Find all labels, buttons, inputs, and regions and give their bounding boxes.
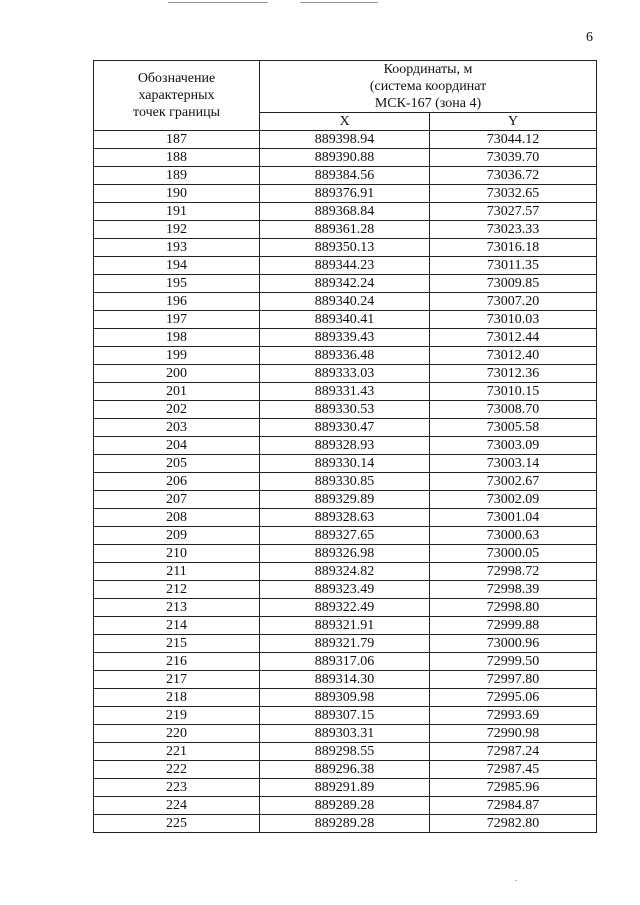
cell-point: 218 — [94, 689, 260, 707]
cell-x: 889328.63 — [260, 509, 430, 527]
cell-y: 73007.20 — [430, 293, 597, 311]
cell-point: 225 — [94, 815, 260, 833]
header-y: Y — [430, 113, 597, 131]
cell-point: 191 — [94, 203, 260, 221]
top-rule-right — [300, 2, 378, 3]
cell-y: 72999.88 — [430, 617, 597, 635]
cell-point: 189 — [94, 167, 260, 185]
cell-x: 889330.85 — [260, 473, 430, 491]
cell-x: 889361.28 — [260, 221, 430, 239]
table-row — [94, 635, 597, 653]
cell-x: 889340.41 — [260, 311, 430, 329]
table-row — [94, 149, 597, 167]
cell-x: 889298.55 — [260, 743, 430, 761]
cell-point: 200 — [94, 365, 260, 383]
cell-point: 199 — [94, 347, 260, 365]
cell-x: 889289.28 — [260, 797, 430, 815]
cell-point: 205 — [94, 455, 260, 473]
cell-y: 73012.40 — [430, 347, 597, 365]
cell-y: 73001.04 — [430, 509, 597, 527]
table-row — [94, 617, 597, 635]
cell-y: 73002.67 — [430, 473, 597, 491]
scan-speck — [515, 880, 517, 881]
cell-x: 889327.65 — [260, 527, 430, 545]
header-coords-line-3: МСК-167 (зона 4) — [374, 96, 482, 111]
cell-x: 889321.91 — [260, 617, 430, 635]
cell-x: 889309.98 — [260, 689, 430, 707]
cell-point: 204 — [94, 437, 260, 455]
table-row — [94, 473, 597, 491]
cell-y: 73032.65 — [430, 185, 597, 203]
cell-x: 889333.03 — [260, 365, 430, 383]
cell-point: 213 — [94, 599, 260, 617]
cell-point: 197 — [94, 311, 260, 329]
table-row — [94, 365, 597, 383]
cell-y: 73000.63 — [430, 527, 597, 545]
cell-x: 889339.43 — [260, 329, 430, 347]
cell-y: 73000.05 — [430, 545, 597, 563]
cell-x: 889321.79 — [260, 635, 430, 653]
table-row — [94, 545, 597, 563]
cell-y: 72985.96 — [430, 779, 597, 797]
cell-point: 207 — [94, 491, 260, 509]
cell-point: 192 — [94, 221, 260, 239]
coordinates-table — [93, 60, 597, 833]
cell-point: 209 — [94, 527, 260, 545]
cell-x: 889384.56 — [260, 167, 430, 185]
cell-point: 220 — [94, 725, 260, 743]
cell-point: 221 — [94, 743, 260, 761]
cell-x: 889390.88 — [260, 149, 430, 167]
cell-point: 208 — [94, 509, 260, 527]
table-row — [94, 275, 597, 293]
cell-x: 889330.47 — [260, 419, 430, 437]
cell-y: 72997.80 — [430, 671, 597, 689]
cell-point: 223 — [94, 779, 260, 797]
header-coords-line-1: Координаты, м — [383, 62, 473, 77]
table-row — [94, 185, 597, 203]
cell-y: 73012.44 — [430, 329, 597, 347]
cell-x: 889291.89 — [260, 779, 430, 797]
cell-y: 72984.87 — [430, 797, 597, 815]
cell-y: 72993.69 — [430, 707, 597, 725]
header-x: X — [260, 113, 430, 131]
table-row — [94, 167, 597, 185]
cell-y: 73008.70 — [430, 401, 597, 419]
table-row — [94, 491, 597, 509]
cell-x: 889326.98 — [260, 545, 430, 563]
header-point-line-2: характерных — [138, 88, 215, 103]
table-row — [94, 221, 597, 239]
table-row — [94, 509, 597, 527]
cell-y: 72999.50 — [430, 653, 597, 671]
cell-point: 187 — [94, 131, 260, 149]
cell-point: 198 — [94, 329, 260, 347]
table-row — [94, 203, 597, 221]
cell-point: 206 — [94, 473, 260, 491]
table-row — [94, 797, 597, 815]
cell-x: 889398.94 — [260, 131, 430, 149]
cell-x: 889307.15 — [260, 707, 430, 725]
cell-point: 215 — [94, 635, 260, 653]
table-row — [94, 761, 597, 779]
cell-x: 889324.82 — [260, 563, 430, 581]
cell-point: 212 — [94, 581, 260, 599]
header-coords-line-2: (система координат — [369, 79, 487, 94]
cell-x: 889342.24 — [260, 275, 430, 293]
cell-y: 73027.57 — [430, 203, 597, 221]
table-row — [94, 815, 597, 833]
cell-x: 889368.84 — [260, 203, 430, 221]
table-row — [94, 383, 597, 401]
header-coordinates — [260, 61, 597, 113]
cell-y: 73044.12 — [430, 131, 597, 149]
table-row — [94, 653, 597, 671]
table-row — [94, 419, 597, 437]
cell-x: 889328.93 — [260, 437, 430, 455]
cell-x: 889336.48 — [260, 347, 430, 365]
cell-point: 216 — [94, 653, 260, 671]
cell-x: 889314.30 — [260, 671, 430, 689]
table-row — [94, 257, 597, 275]
table-row — [94, 131, 597, 149]
cell-point: 188 — [94, 149, 260, 167]
table-row — [94, 689, 597, 707]
table-row — [94, 563, 597, 581]
cell-x: 889330.53 — [260, 401, 430, 419]
table-row — [94, 329, 597, 347]
cell-y: 73023.33 — [430, 221, 597, 239]
header-point-designation — [94, 61, 260, 131]
cell-y: 73036.72 — [430, 167, 597, 185]
cell-point: 224 — [94, 797, 260, 815]
cell-y: 73000.96 — [430, 635, 597, 653]
cell-x: 889344.23 — [260, 257, 430, 275]
cell-y: 73009.85 — [430, 275, 597, 293]
table-row — [94, 293, 597, 311]
cell-point: 214 — [94, 617, 260, 635]
cell-point: 190 — [94, 185, 260, 203]
cell-y: 72987.45 — [430, 761, 597, 779]
table-row — [94, 779, 597, 797]
table-row — [94, 581, 597, 599]
cell-y: 73011.35 — [430, 257, 597, 275]
cell-point: 217 — [94, 671, 260, 689]
cell-y: 73010.03 — [430, 311, 597, 329]
cell-x: 889317.06 — [260, 653, 430, 671]
table-body — [94, 131, 597, 833]
page-number: 6 — [586, 30, 593, 45]
table-row — [94, 707, 597, 725]
cell-x: 889296.38 — [260, 761, 430, 779]
cell-point: 201 — [94, 383, 260, 401]
cell-y: 72995.06 — [430, 689, 597, 707]
cell-point: 196 — [94, 293, 260, 311]
cell-y: 72998.39 — [430, 581, 597, 599]
cell-y: 72982.80 — [430, 815, 597, 833]
cell-point: 211 — [94, 563, 260, 581]
cell-point: 193 — [94, 239, 260, 257]
cell-y: 73039.70 — [430, 149, 597, 167]
cell-y: 73002.09 — [430, 491, 597, 509]
table-row — [94, 437, 597, 455]
table-row — [94, 725, 597, 743]
cell-point: 195 — [94, 275, 260, 293]
cell-y: 72987.24 — [430, 743, 597, 761]
cell-y: 73016.18 — [430, 239, 597, 257]
table-row — [94, 347, 597, 365]
table-row — [94, 599, 597, 617]
table-row — [94, 455, 597, 473]
header-point-line-1: Обозначение — [137, 71, 216, 86]
table-row — [94, 401, 597, 419]
cell-point: 203 — [94, 419, 260, 437]
cell-x: 889303.31 — [260, 725, 430, 743]
cell-y: 73010.15 — [430, 383, 597, 401]
table-row — [94, 671, 597, 689]
cell-y: 72990.98 — [430, 725, 597, 743]
top-rule-left — [168, 2, 268, 3]
cell-x: 889376.91 — [260, 185, 430, 203]
table-row — [94, 311, 597, 329]
cell-y: 73012.36 — [430, 365, 597, 383]
header-point-line-3: точек границы — [133, 105, 220, 120]
cell-point: 219 — [94, 707, 260, 725]
cell-x: 889350.13 — [260, 239, 430, 257]
cell-x: 889323.49 — [260, 581, 430, 599]
cell-y: 73003.14 — [430, 455, 597, 473]
cell-y: 72998.80 — [430, 599, 597, 617]
cell-point: 202 — [94, 401, 260, 419]
cell-point: 222 — [94, 761, 260, 779]
cell-x: 889340.24 — [260, 293, 430, 311]
cell-point: 210 — [94, 545, 260, 563]
cell-x: 889330.14 — [260, 455, 430, 473]
cell-y: 73003.09 — [430, 437, 597, 455]
table-row — [94, 743, 597, 761]
cell-x: 889329.89 — [260, 491, 430, 509]
cell-x: 889331.43 — [260, 383, 430, 401]
table-row — [94, 527, 597, 545]
cell-x: 889289.28 — [260, 815, 430, 833]
table-row — [94, 239, 597, 257]
cell-y: 73005.58 — [430, 419, 597, 437]
cell-point: 194 — [94, 257, 260, 275]
cell-y: 72998.72 — [430, 563, 597, 581]
cell-x: 889322.49 — [260, 599, 430, 617]
